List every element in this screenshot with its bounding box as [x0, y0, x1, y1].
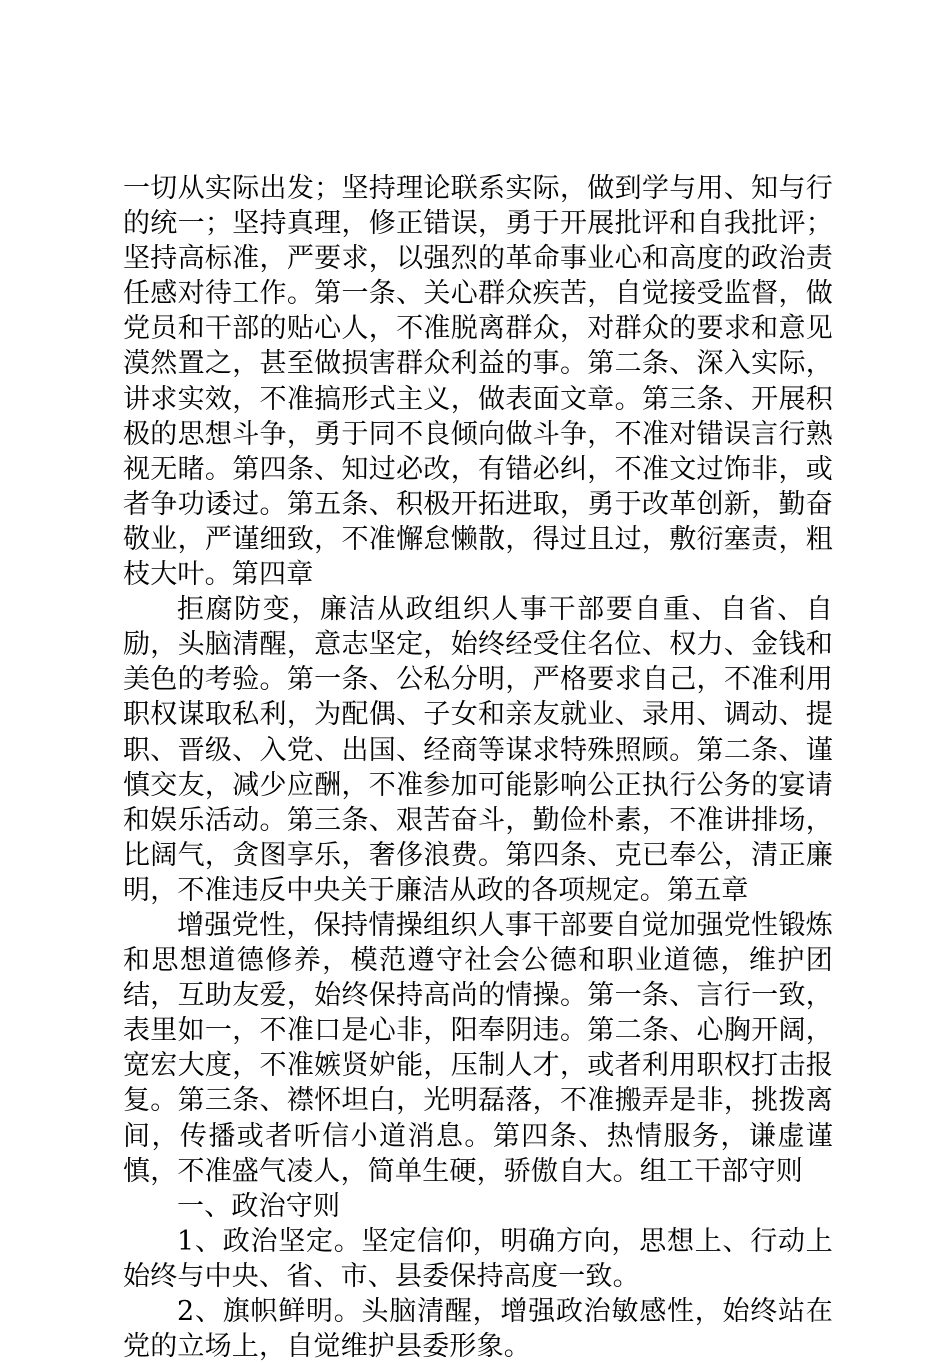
section-heading-political-rules: 一、政治守则 [177, 1190, 341, 1222]
document-body [123, 171, 833, 1364]
paragraph-chapter-three-end: 一切从实际出发；坚持理论联系实际，做到学与用、知与行的统一；坚持真理，修正错误，勇于开展批评和自我批评；坚持高标准，严要求，以强烈的革命事业心和高度的政治责任感对待工作。第一条、关心群众疾苦，自觉接受监督，做党员和干部的贴心人，不准脱离群众，对群众的要求和意见漠然置之，甚至做损害群众利益的事。第二条、深入实际，讲求实效，不准搞形式主义，做表面文章。第三条、开展积极的思想斗争，勇于同不良倾向做斗争，不准对错误言行熟视无睹。第四条、知过必改，有错必纠，不准文过饰非，或者争功诿过。第五条、积极开拓进取，勇于改革创新，勤奋敬业，严谨细致，不准懈怠懒散，得过且过，敷衍塞责，粗枝大叶。第四章 [123, 173, 833, 591]
rule-item-2: 2、旗帜鲜明。头脑清醒，增强政治敏感性，始终站在党的立场上，自觉维护县委形象。 [123, 1296, 833, 1363]
paragraph-chapter-four: 拒腐防变，廉洁从政组织人事干部要自重、自省、自励，头脑清醒，意志坚定，始终经受住名位、权力、金钱和美色的考验。第一条、公私分明，严格要求自己，不准利用职权谋取私利，为配偶、子女和亲友就业、录用、调动、提职、晋级、入党、出国、经商等谋求特殊照顾。第二条、谨慎交友，减少应酬，不准参加可能影响公正执行公务的宴请和娱乐活动。第三条、艰苦奋斗，勤俭朴素，不准讲排场，比阔气，贪图享乐，奢侈浪费。第四条、克已奉公，清正廉明，不准违反中央关于廉洁从政的各项规定。第五章 [123, 594, 833, 906]
paragraph-chapter-five: 增强党性，保持情操组织人事干部要自觉加强党性锻炼和思想道德修养，模范遵守社会公德和职业道德，维护团结，互助友爱，始终保持高尚的情操。第一条、言行一致，表里如一，不准口是心非，阳奉阴违。第二条、心胸开阔，宽宏大度，不准嫉贤妒能，压制人才，或者利用职权打击报复。第三条、襟怀坦白，光明磊落，不准搬弄是非，挑拨离间，传播或者听信小道消息。第四条、热情服务，谦虚谨慎，不准盛气凌人，简单生硬，骄傲自大。组工干部守则 [123, 909, 833, 1187]
rule-item-1: 1、政治坚定。坚定信仰，明确方向，思想上、行动上始终与中央、省、市、县委保持高度一致。 [123, 1225, 833, 1292]
